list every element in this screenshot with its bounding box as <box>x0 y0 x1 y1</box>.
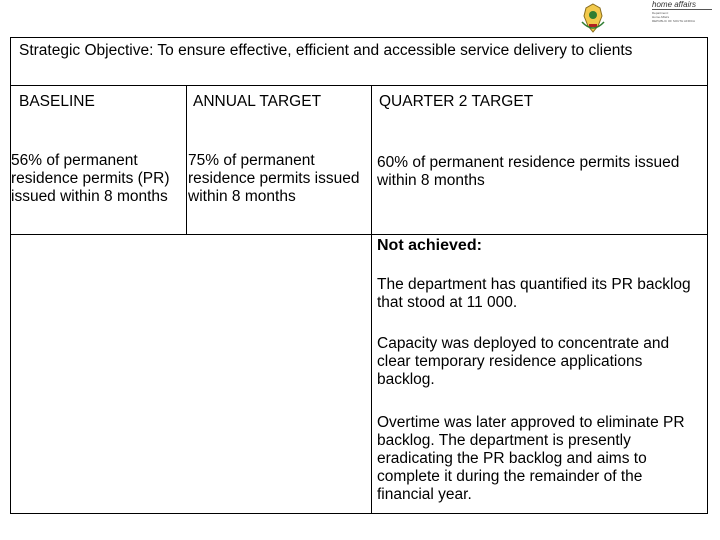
coat-of-arms-icon <box>578 2 608 34</box>
divider-baseline-annual <box>186 86 187 234</box>
quarter-target-value: 60% of permanent residence permits issued within 8 months <box>377 154 680 189</box>
department-logo <box>578 0 720 36</box>
performance-note-3: Overtime was later approved to eliminate PR backlog. The department is presently eradicating the PR backlog and aims to complete it during the remainder of the financial year. <box>377 414 685 503</box>
performance-note-1: The department has quantified its PR backlog that stood at 11 000. <box>377 276 691 311</box>
logo-line-2: Home Affairs <box>652 15 670 19</box>
header-baseline: BASELINE <box>19 93 95 110</box>
annual-target-value: 75% of permanent residence permits issued within 8 months <box>188 152 360 205</box>
performance-status: Not achieved: <box>377 237 482 254</box>
brand-name: home affairs <box>652 0 697 9</box>
baseline-value: 56% of permanent residence permits (PR) issued within 8 months <box>11 152 170 205</box>
logo-line-1: Department: <box>652 11 669 15</box>
header-quarter-target: QUARTER 2 TARGET <box>379 93 534 110</box>
logo-divider <box>652 9 712 10</box>
row-divider <box>11 234 707 235</box>
objective-table <box>10 37 708 514</box>
divider-annual-quarter <box>371 86 372 514</box>
strategic-objective: Strategic Objective: To ensure effective, efficient and accessible service delivery to clients <box>11 38 707 86</box>
performance-note-2: Capacity was deployed to concentrate and clear temporary residence applications backlog. <box>377 335 670 388</box>
logo-line-3: REPUBLIC OF SOUTH AFRICA <box>652 19 696 23</box>
header-annual-target: ANNUAL TARGET <box>193 93 322 110</box>
